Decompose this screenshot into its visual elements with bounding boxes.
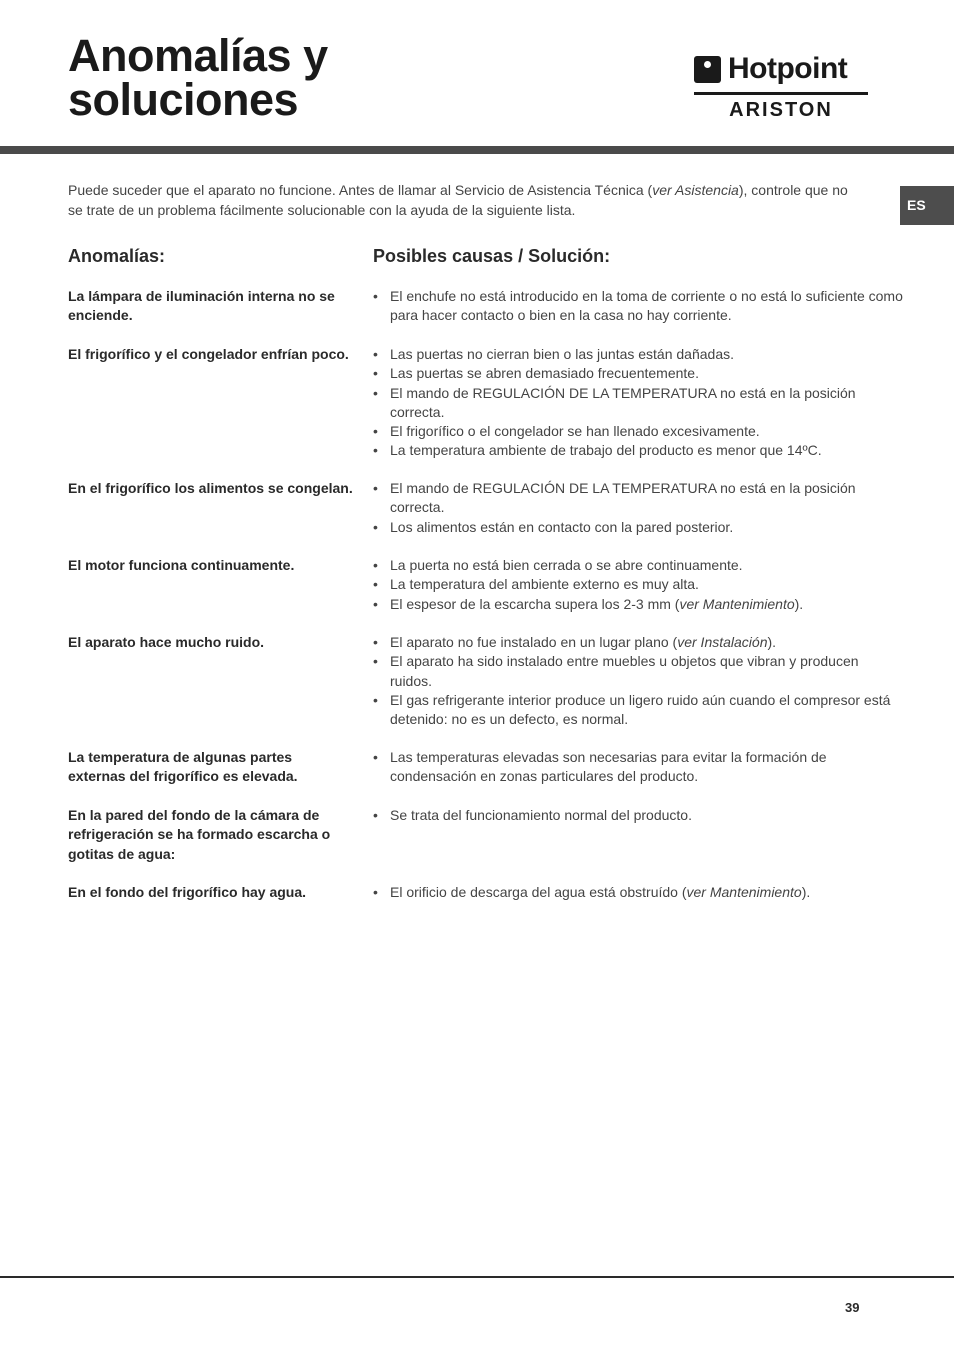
cause-item [373, 633, 903, 652]
cause-item: • Se trata del funcionamiento normal del producto. [373, 806, 903, 825]
page-number: 39 [845, 1300, 860, 1315]
problem-text: En el fondo del frigorífico hay agua. [68, 884, 307, 900]
logo-divider [694, 92, 868, 95]
cause-item: • El mando de REGULACIÓN DE LA TEMPERATURA no está en la posición correcta. [373, 384, 903, 423]
intro-reference: ver Asistencia [652, 182, 739, 198]
problem-text: En el frigorífico los alimentos se congelan. [68, 480, 353, 496]
problem-text: La lámpara de iluminación interna no se enciende. [68, 288, 335, 324]
cause-text: El orificio de descarga del agua está obstruído ( [390, 884, 687, 900]
cause-list [373, 748, 903, 787]
brand-logo [694, 52, 870, 126]
cause-list [373, 633, 903, 729]
cause-text: El espesor de la escarcha supera los 2-3 mm ( [390, 595, 680, 612]
problem-text: En la pared del fondo de la cámara de refrigeración se ha formado escarcha o gotitas de agua: [68, 807, 331, 862]
cause-text-after: ). [794, 595, 804, 612]
cause-text-after: ). [767, 634, 777, 650]
page-title-line1: Anomalías y [68, 30, 328, 81]
cause-item [373, 883, 903, 902]
intro-text-before: Puede suceder que el aparato no funcione. Antes de llamar al Servicio de Asistencia Técnica ( [68, 182, 653, 198]
cause-item: • La temperatura ambiente de trabajo del producto es menor que 14ºC. [373, 441, 903, 460]
solutions-column-header: Posibles causas / Solución: [373, 246, 611, 266]
cause-item: • El mando de REGULACIÓN DE LA TEMPERATURA no está en la posición correcta. [373, 479, 903, 518]
cause-text-after: ). [801, 884, 811, 900]
logo-mark-icon [694, 56, 721, 83]
cause-reference: ver Mantenimiento [686, 884, 802, 900]
cause-list [373, 345, 903, 461]
intro-text-after: ), controle que no se trate de un problema fácilmente solucionable con la ayuda de la siguiente lista. [68, 182, 848, 218]
page-title [68, 30, 448, 125]
logo-sub-brand: ARISTON [729, 99, 833, 121]
cause-list [373, 806, 903, 825]
cause-reference: ver Instalación [677, 634, 768, 650]
page-title-line2: soluciones [68, 74, 299, 125]
problem-text: La temperatura de algunas partes externas del frigorífico es elevada. [68, 749, 298, 785]
intro-paragraph [68, 180, 858, 220]
header-divider [0, 146, 954, 154]
cause-text: El aparato no fue instalado en un lugar plano ( [390, 634, 678, 650]
cause-item: • El enchufe no está introducido en la toma de corriente o no está lo suficiente como para hacer contacto o bien en la casa no hay corriente. [373, 287, 903, 326]
cause-item: • Las temperaturas elevadas son necesarias para evitar la formación de condensación en zonas particulares del producto. [373, 748, 903, 787]
problem-text: El motor funciona continuamente. [68, 557, 295, 573]
logo-top [694, 52, 870, 86]
cause-item: • El aparato ha sido instalado entre muebles u objetos que vibran y producen ruidos. [373, 652, 903, 691]
language-tab: ES [900, 186, 954, 225]
cause-item [373, 595, 903, 614]
anomalies-column-header: Anomalías: [68, 246, 166, 266]
footer-divider [0, 1276, 954, 1278]
cause-item: • La puerta no está bien cerrada o se abre continuamente. [373, 556, 903, 575]
problem-text: El frigorífico y el congelador enfrían poco. [68, 346, 349, 362]
cause-list [373, 883, 903, 902]
cause-list [373, 556, 903, 614]
cause-item: • El gas refrigerante interior produce un ligero ruido aún cuando el compresor está detenido: no es un defecto, es normal. [373, 691, 903, 730]
cause-item: • Las puertas se abren demasiado frecuentemente. [373, 364, 903, 383]
cause-item: • Los alimentos están en contacto con la pared posterior. [373, 518, 903, 537]
cause-item: • Las puertas no cierran bien o las juntas están dañadas. [373, 345, 903, 364]
cause-list [373, 287, 903, 326]
cause-reference: ver Mantenimiento [679, 595, 795, 612]
problem-text: El aparato hace mucho ruido. [68, 634, 265, 650]
cause-item: • El frigorífico o el congelador se han llenado excesivamente. [373, 422, 903, 441]
cause-list [373, 479, 903, 537]
cause-item: • La temperatura del ambiente externo es muy alta. [373, 575, 903, 594]
logo-brand-name: Hotpoint [728, 52, 848, 85]
